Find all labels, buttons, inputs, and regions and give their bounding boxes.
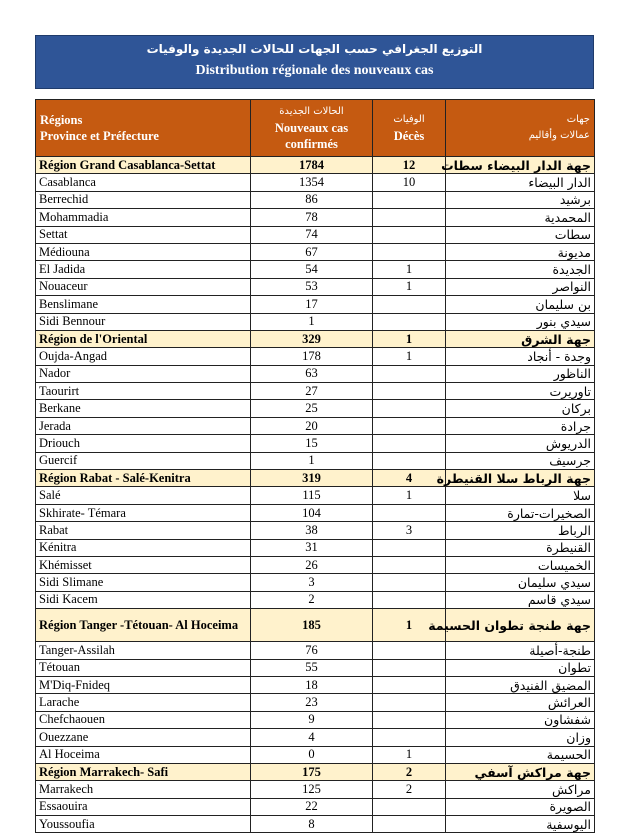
arabic-name-cell: جهة الشرق: [446, 330, 595, 347]
arabic-name-cell: جهة طنجة تطوان الحسيمة: [446, 609, 595, 642]
new-cases-cell: 1354: [251, 174, 373, 191]
arabic-name-cell: تاوريرت: [446, 383, 595, 400]
arabic-name-cell: الصخيرات-تمارة: [446, 504, 595, 521]
table-row: [36, 191, 595, 208]
arabic-name-cell: طنجة-أصيلة: [446, 642, 595, 659]
deaths-cell: [373, 226, 446, 243]
table-row: [36, 591, 595, 608]
arabic-name-cell: النواصر: [446, 278, 595, 295]
new-cases-cell: 55: [251, 659, 373, 676]
deaths-cell: 2: [373, 781, 446, 798]
region-row: [36, 157, 595, 174]
new-cases-cell: 178: [251, 348, 373, 365]
new-cases-cell: 2: [251, 591, 373, 608]
province-name-cell: Essaouira: [36, 798, 251, 815]
table-row: [36, 435, 595, 452]
table-row: [36, 504, 595, 521]
province-name-cell: Chefchaouen: [36, 711, 251, 728]
province-name-cell: Médiouna: [36, 243, 251, 260]
title-french: Distribution régionale des nouveaux cas: [195, 63, 434, 78]
arabic-name-cell: شفشاون: [446, 711, 595, 728]
arabic-name-cell: جرسيف: [446, 452, 595, 469]
new-cases-cell: 104: [251, 504, 373, 521]
arabic-name-cell: سيدي قاسم: [446, 591, 595, 608]
province-name-cell: Skhirate- Témara: [36, 504, 251, 521]
new-cases-cell: 9: [251, 711, 373, 728]
table-row: [36, 574, 595, 591]
province-name-cell: Berkane: [36, 400, 251, 417]
province-name-cell: Sidi Kacem: [36, 591, 251, 608]
province-name-cell: Mohammadia: [36, 209, 251, 226]
new-cases-cell: 329: [251, 330, 373, 347]
new-cases-cell: 175: [251, 763, 373, 780]
province-name-cell: M'Diq-Fnideq: [36, 676, 251, 693]
table-row: [36, 348, 595, 365]
new-cases-cell: 38: [251, 522, 373, 539]
header-deaths-arabic: الوفيات: [393, 114, 425, 125]
province-name-cell: Région Tanger -Tétouan- Al Hoceima: [36, 609, 251, 642]
deaths-cell: [373, 729, 446, 746]
region-row: [36, 609, 595, 642]
arabic-name-cell: وزان: [446, 729, 595, 746]
deaths-cell: 1: [373, 261, 446, 278]
province-name-cell: Sidi Slimane: [36, 574, 251, 591]
new-cases-cell: 22: [251, 798, 373, 815]
arabic-name-cell: سطات: [446, 226, 595, 243]
new-cases-cell: 1: [251, 452, 373, 469]
header-cases-arabic: الحالات الجديدة: [279, 106, 344, 117]
arabic-name-cell: وجدة - أنجاد: [446, 348, 595, 365]
province-name-cell: Région Marrakech- Safi: [36, 763, 251, 780]
new-cases-cell: 76: [251, 642, 373, 659]
arabic-name-cell: برشيد: [446, 191, 595, 208]
new-cases-cell: 23: [251, 694, 373, 711]
deaths-cell: [373, 711, 446, 728]
new-cases-cell: 4: [251, 729, 373, 746]
deaths-cell: 1: [373, 487, 446, 504]
header-regions-line2: Province et Préfecture: [40, 129, 159, 143]
new-cases-cell: 1: [251, 313, 373, 330]
province-name-cell: Région de l'Oriental: [36, 330, 251, 347]
province-name-cell: Oujda-Angad: [36, 348, 251, 365]
deaths-cell: 10: [373, 174, 446, 191]
province-name-cell: Youssoufia: [36, 816, 251, 833]
arabic-name-cell: الرباط: [446, 522, 595, 539]
deaths-cell: 1: [373, 330, 446, 347]
table-row: [36, 226, 595, 243]
deaths-cell: 3: [373, 522, 446, 539]
deaths-cell: [373, 539, 446, 556]
arabic-name-cell: الدريوش: [446, 435, 595, 452]
table-row: [36, 313, 595, 330]
new-cases-cell: 20: [251, 417, 373, 434]
province-name-cell: Tétouan: [36, 659, 251, 676]
deaths-cell: [373, 383, 446, 400]
deaths-cell: 1: [373, 609, 446, 642]
new-cases-cell: 1784: [251, 157, 373, 174]
region-row: [36, 330, 595, 347]
new-cases-cell: 15: [251, 435, 373, 452]
new-cases-cell: 319: [251, 470, 373, 487]
province-name-cell: Driouch: [36, 435, 251, 452]
table-row: [36, 417, 595, 434]
arabic-name-cell: الدار البيضاء: [446, 174, 595, 191]
table-row: [36, 798, 595, 815]
deaths-cell: [373, 659, 446, 676]
new-cases-cell: 54: [251, 261, 373, 278]
new-cases-cell: 18: [251, 676, 373, 693]
table-row: [36, 676, 595, 693]
new-cases-cell: 115: [251, 487, 373, 504]
arabic-name-cell: جرادة: [446, 417, 595, 434]
table-row: [36, 296, 595, 313]
arabic-name-cell: المضيق الفنيدق: [446, 676, 595, 693]
deaths-cell: [373, 296, 446, 313]
table-row: [36, 746, 595, 763]
table-row: [36, 556, 595, 573]
province-name-cell: Casablanca: [36, 174, 251, 191]
table-row: [36, 365, 595, 382]
new-cases-cell: 185: [251, 609, 373, 642]
header-deaths-french: Décès: [393, 129, 425, 143]
table-row: [36, 452, 595, 469]
province-name-cell: Région Rabat - Salé-Kenitra: [36, 470, 251, 487]
deaths-cell: [373, 676, 446, 693]
deaths-cell: 1: [373, 278, 446, 295]
new-cases-cell: 63: [251, 365, 373, 382]
arabic-name-cell: الخميسات: [446, 556, 595, 573]
deaths-cell: [373, 400, 446, 417]
new-cases-cell: 86: [251, 191, 373, 208]
new-cases-cell: 25: [251, 400, 373, 417]
table-row: [36, 278, 595, 295]
header-regions-line1: Régions: [40, 113, 83, 127]
header-cases-line1: Nouveaux cas: [274, 121, 349, 135]
new-cases-cell: 3: [251, 574, 373, 591]
header-regions-arabic: [446, 100, 595, 157]
header-regions-arabic-line1: جهات: [566, 114, 590, 125]
province-name-cell: Settat: [36, 226, 251, 243]
deaths-cell: [373, 556, 446, 573]
deaths-cell: [373, 435, 446, 452]
title-arabic: التوزيع الجغرافي حسب الجهات للحالات الجديدة والوفيات: [146, 42, 483, 56]
deaths-cell: [373, 798, 446, 815]
table-row: [36, 642, 595, 659]
province-name-cell: Rabat: [36, 522, 251, 539]
province-name-cell: Berrechid: [36, 191, 251, 208]
table-row: [36, 261, 595, 278]
deaths-cell: [373, 816, 446, 833]
new-cases-cell: 53: [251, 278, 373, 295]
header-regions: [36, 100, 251, 157]
province-name-cell: Khémisset: [36, 556, 251, 573]
deaths-cell: [373, 417, 446, 434]
region-row: [36, 763, 595, 780]
new-cases-cell: 8: [251, 816, 373, 833]
deaths-cell: [373, 642, 446, 659]
new-cases-cell: 74: [251, 226, 373, 243]
arabic-name-cell: مراكش: [446, 781, 595, 798]
deaths-cell: [373, 574, 446, 591]
arabic-name-cell: الصويرة: [446, 798, 595, 815]
table-row: [36, 539, 595, 556]
arabic-name-cell: الناظور: [446, 365, 595, 382]
header-deaths: [373, 100, 446, 157]
arabic-name-cell: سيدي سليمان: [446, 574, 595, 591]
arabic-name-cell: جهة مراكش آسفي: [446, 763, 595, 780]
arabic-name-cell: المحمدية: [446, 209, 595, 226]
new-cases-cell: 17: [251, 296, 373, 313]
arabic-name-cell: جهة الرباط سلا القنيطرة: [446, 470, 595, 487]
arabic-name-cell: الحسيمة: [446, 746, 595, 763]
arabic-name-cell: بركان: [446, 400, 595, 417]
deaths-cell: 2: [373, 763, 446, 780]
deaths-cell: 12: [373, 157, 446, 174]
province-name-cell: Nador: [36, 365, 251, 382]
header-cases-line2: confirmés: [285, 137, 338, 151]
province-name-cell: Nouaceur: [36, 278, 251, 295]
table-row: [36, 781, 595, 798]
arabic-name-cell: جهة الدار البيضاء سطات: [446, 157, 595, 174]
arabic-name-cell: القنيطرة: [446, 539, 595, 556]
province-name-cell: Tanger-Assilah: [36, 642, 251, 659]
deaths-cell: [373, 243, 446, 260]
table-row: [36, 522, 595, 539]
province-name-cell: Guercif: [36, 452, 251, 469]
deaths-cell: [373, 313, 446, 330]
province-name-cell: Taourirt: [36, 383, 251, 400]
province-name-cell: Larache: [36, 694, 251, 711]
province-name-cell: Marrakech: [36, 781, 251, 798]
province-name-cell: Région Grand Casablanca-Settat: [36, 157, 251, 174]
distribution-table: [35, 99, 595, 833]
deaths-cell: 4: [373, 470, 446, 487]
arabic-name-cell: العرائش: [446, 694, 595, 711]
title-banner: [35, 35, 594, 89]
table-header-row: [36, 100, 595, 157]
new-cases-cell: 0: [251, 746, 373, 763]
arabic-name-cell: بن سليمان: [446, 296, 595, 313]
new-cases-cell: 78: [251, 209, 373, 226]
province-name-cell: Al Hoceima: [36, 746, 251, 763]
table-row: [36, 487, 595, 504]
province-name-cell: Benslimane: [36, 296, 251, 313]
table-row: [36, 400, 595, 417]
province-name-cell: Jerada: [36, 417, 251, 434]
new-cases-cell: 31: [251, 539, 373, 556]
province-name-cell: El Jadida: [36, 261, 251, 278]
deaths-cell: 1: [373, 746, 446, 763]
table-row: [36, 383, 595, 400]
new-cases-cell: 26: [251, 556, 373, 573]
table-row: [36, 243, 595, 260]
arabic-name-cell: اليوسفية: [446, 816, 595, 833]
deaths-cell: 1: [373, 348, 446, 365]
deaths-cell: [373, 504, 446, 521]
deaths-cell: [373, 694, 446, 711]
table-row: [36, 694, 595, 711]
arabic-name-cell: سيدي بنور: [446, 313, 595, 330]
table-row: [36, 659, 595, 676]
province-name-cell: Salé: [36, 487, 251, 504]
deaths-cell: [373, 591, 446, 608]
region-row: [36, 470, 595, 487]
table-row: [36, 174, 595, 191]
new-cases-cell: 67: [251, 243, 373, 260]
table-body: [36, 157, 595, 833]
deaths-cell: [373, 452, 446, 469]
table-row: [36, 729, 595, 746]
deaths-cell: [373, 191, 446, 208]
province-name-cell: Kénitra: [36, 539, 251, 556]
deaths-cell: [373, 365, 446, 382]
table-row: [36, 711, 595, 728]
new-cases-cell: 125: [251, 781, 373, 798]
arabic-name-cell: سلا: [446, 487, 595, 504]
new-cases-cell: 27: [251, 383, 373, 400]
province-name-cell: Sidi Bennour: [36, 313, 251, 330]
header-new-cases: [251, 100, 373, 157]
province-name-cell: Ouezzane: [36, 729, 251, 746]
arabic-name-cell: تطوان: [446, 659, 595, 676]
table-row: [36, 816, 595, 833]
arabic-name-cell: الجديدة: [446, 261, 595, 278]
arabic-name-cell: مديونة: [446, 243, 595, 260]
deaths-cell: [373, 209, 446, 226]
table-row: [36, 209, 595, 226]
header-regions-arabic-line2: عمالات وأقاليم: [528, 130, 590, 141]
